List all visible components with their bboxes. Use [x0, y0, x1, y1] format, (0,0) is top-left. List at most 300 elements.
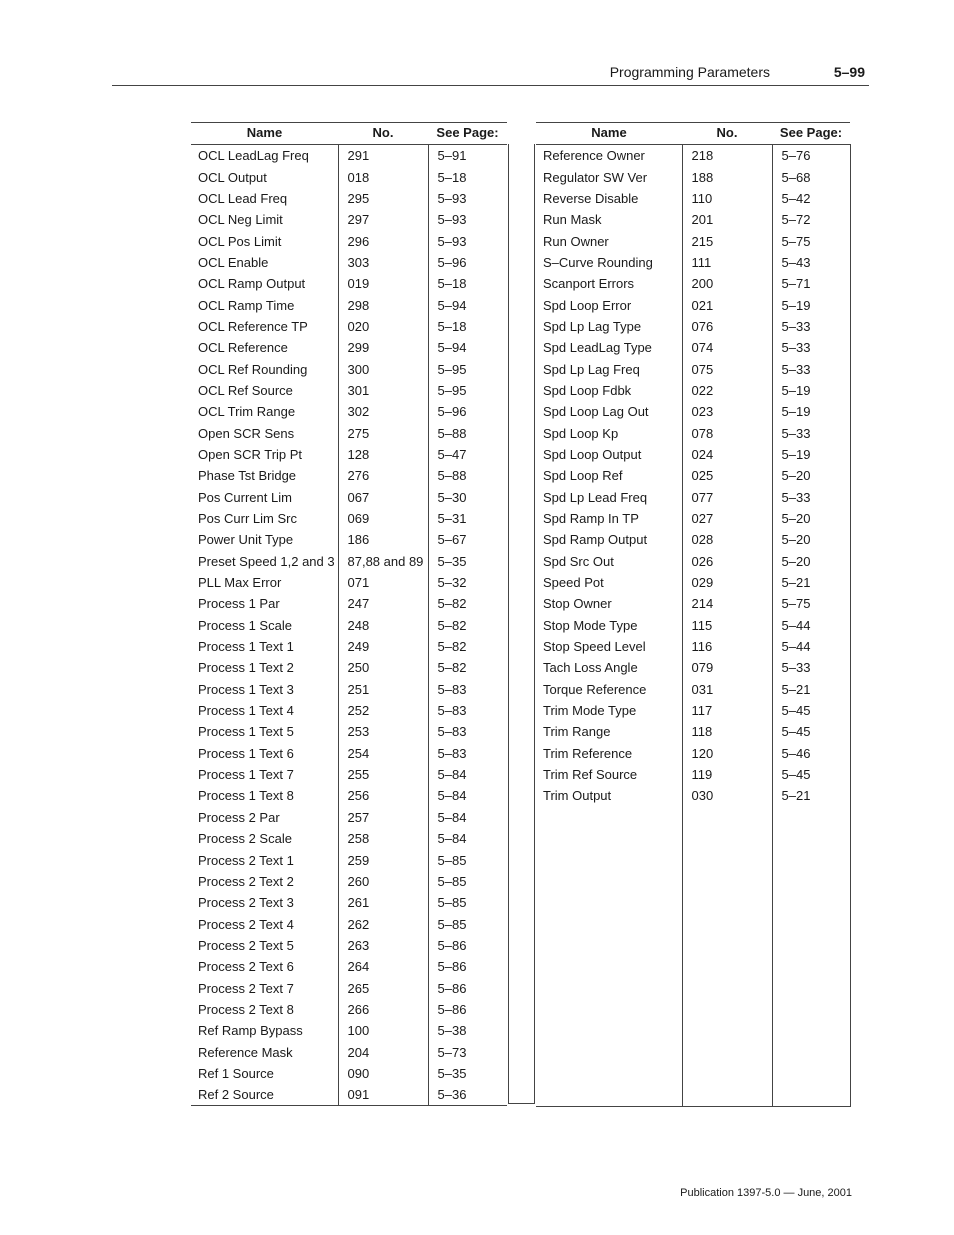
see-page: 5–71 — [772, 273, 850, 294]
parameter-name: Trim Output — [536, 785, 682, 806]
see-page: 5–68 — [772, 166, 850, 187]
see-page: 5–18 — [437, 318, 467, 334]
table-row — [191, 551, 507, 572]
parameter-number: 120 — [682, 743, 772, 764]
parameter-name: Reference Mask — [191, 1041, 338, 1062]
table-row — [536, 444, 850, 465]
table-row — [536, 273, 850, 294]
header-number: No. — [682, 123, 772, 145]
parameter-name: OCL Lead Freq — [191, 188, 338, 209]
see-page: 5–86 — [437, 980, 467, 996]
parameter-number: 075 — [682, 358, 772, 379]
parameter-name: Pos Current Lim — [191, 487, 338, 508]
table-row — [191, 529, 507, 550]
see-page: 5–33 — [772, 358, 850, 379]
parameter-number: 074 — [682, 337, 772, 358]
parameter-name: Process 1 Scale — [191, 615, 338, 636]
parameter-name: OCL LeadLag Freq — [191, 145, 338, 167]
see-page: 5–33 — [772, 422, 850, 443]
table-row — [191, 380, 507, 401]
parameter-number: 201 — [682, 209, 772, 230]
table-row — [536, 636, 850, 657]
parameter-number: 204 — [338, 1041, 428, 1062]
parameter-number: 247 — [338, 593, 428, 614]
parameter-name: Process 1 Par — [191, 593, 338, 614]
parameter-number: 188 — [682, 166, 772, 187]
see-page: 5–32 — [437, 575, 467, 591]
table-row — [536, 700, 850, 721]
parameter-name: OCL Trim Range — [191, 401, 338, 422]
table-row — [536, 487, 850, 508]
see-page: 5–75 — [772, 230, 850, 251]
parameter-number: 276 — [338, 465, 428, 486]
parameter-name: Trim Reference — [536, 743, 682, 764]
parameter-name: Process 1 Text 3 — [191, 679, 338, 700]
see-page: 5–20 — [772, 465, 850, 486]
parameter-number: 262 — [338, 913, 428, 934]
parameter-number: 020 — [338, 316, 428, 337]
see-page: 5–67 — [437, 532, 467, 548]
see-page: 5–21 — [772, 572, 850, 593]
parameter-name: OCL Pos Limit — [191, 230, 338, 251]
header-number: No. — [338, 123, 428, 145]
table-row — [191, 465, 507, 486]
see-page: 5–75 — [772, 593, 850, 614]
parameter-name: Reverse Disable — [536, 188, 682, 209]
parameter-number: 025 — [682, 465, 772, 486]
parameter-number: 110 — [682, 188, 772, 209]
parameter-number: 258 — [338, 828, 428, 849]
table-row — [191, 956, 507, 977]
table-row — [191, 700, 507, 721]
parameter-number: 214 — [682, 593, 772, 614]
table-row — [536, 764, 850, 785]
table-row — [191, 636, 507, 657]
parameter-table-left — [191, 122, 507, 1106]
header-see-page: See Page: — [428, 123, 507, 145]
empty-cell — [682, 807, 772, 1106]
parameter-number: 028 — [682, 529, 772, 550]
see-page: 5–84 — [437, 809, 467, 825]
parameter-number: 078 — [682, 422, 772, 443]
table-row — [191, 849, 507, 870]
table-row — [536, 679, 850, 700]
table-row — [536, 380, 850, 401]
see-page: 5–83 — [437, 681, 467, 697]
see-page: 5–76 — [772, 145, 850, 167]
see-page: 5–36 — [428, 1084, 507, 1106]
parameter-number: 275 — [338, 422, 428, 443]
see-page: 5–33 — [772, 337, 850, 358]
see-page: 5–35 — [437, 1065, 467, 1081]
parameter-number: 069 — [338, 508, 428, 529]
table-row — [191, 1063, 507, 1084]
header-rule — [112, 85, 869, 86]
see-page: 5–93 — [437, 212, 467, 228]
parameter-name: Stop Owner — [536, 593, 682, 614]
parameter-number: 261 — [338, 892, 428, 913]
parameter-name: Process 2 Scale — [191, 828, 338, 849]
parameter-name: Speed Pot — [536, 572, 682, 593]
parameter-name: Tach Loss Angle — [536, 657, 682, 678]
parameter-number: 263 — [338, 935, 428, 956]
table-row — [536, 188, 850, 209]
parameter-number: 300 — [338, 358, 428, 379]
see-page: 5–45 — [772, 764, 850, 785]
parameter-name: Run Owner — [536, 230, 682, 251]
see-page: 5–45 — [772, 721, 850, 742]
parameter-number: 079 — [682, 657, 772, 678]
see-page: 5–35 — [437, 553, 467, 569]
see-page: 5–47 — [437, 446, 467, 462]
see-page: 5–94 — [437, 297, 467, 313]
parameter-name: Spd Loop Output — [536, 444, 682, 465]
see-page: 5–82 — [437, 660, 467, 676]
parameter-number: 301 — [338, 380, 428, 401]
parameter-number: 297 — [338, 209, 428, 230]
parameter-name: Scanport Errors — [536, 273, 682, 294]
table-row — [191, 188, 507, 209]
table-row — [536, 358, 850, 379]
see-page: 5–45 — [772, 700, 850, 721]
table-row — [191, 252, 507, 273]
table-row — [191, 230, 507, 251]
table-row — [191, 935, 507, 956]
column-gutter-right-rule — [534, 144, 535, 1103]
parameter-number: 251 — [338, 679, 428, 700]
see-page: 5–43 — [772, 252, 850, 273]
table-row — [191, 1084, 507, 1106]
parameter-name: Power Unit Type — [191, 529, 338, 550]
table-row — [191, 828, 507, 849]
see-page: 5–21 — [772, 679, 850, 700]
parameter-number: 250 — [338, 657, 428, 678]
parameter-number: 260 — [338, 871, 428, 892]
parameter-name: Spd Lp Lead Freq — [536, 487, 682, 508]
parameter-name: Stop Speed Level — [536, 636, 682, 657]
parameter-number: 252 — [338, 700, 428, 721]
table-row — [191, 977, 507, 998]
header-see-page: See Page: — [772, 123, 850, 145]
parameter-name: PLL Max Error — [191, 572, 338, 593]
table-row — [536, 316, 850, 337]
parameter-name: OCL Ramp Time — [191, 294, 338, 315]
table-row — [536, 743, 850, 764]
see-page: 5–18 — [437, 276, 467, 292]
parameter-number: 298 — [338, 294, 428, 315]
parameter-name: Spd Loop Error — [536, 294, 682, 315]
table-row — [536, 230, 850, 251]
see-page: 5–84 — [437, 831, 467, 847]
parameter-number: 249 — [338, 636, 428, 657]
table-header-row — [191, 123, 507, 145]
see-page: 5–42 — [772, 188, 850, 209]
table-row — [536, 252, 850, 273]
parameter-name: Process 2 Text 3 — [191, 892, 338, 913]
parameter-name: Process 1 Text 5 — [191, 721, 338, 742]
parameter-number: 022 — [682, 380, 772, 401]
parameter-name: Process 2 Text 1 — [191, 849, 338, 870]
see-page: 5–33 — [772, 316, 850, 337]
parameter-number: 266 — [338, 999, 428, 1020]
table-row — [191, 892, 507, 913]
parameter-name: Process 1 Text 1 — [191, 636, 338, 657]
table-row — [191, 721, 507, 742]
table-row — [191, 913, 507, 934]
parameter-name: Pos Curr Lim Src — [191, 508, 338, 529]
parameter-name: Spd Ramp Output — [536, 529, 682, 550]
parameter-number: 218 — [682, 145, 772, 167]
parameter-number: 067 — [338, 487, 428, 508]
see-page: 5–88 — [437, 468, 467, 484]
parameter-name: OCL Output — [191, 166, 338, 187]
parameter-name: Trim Mode Type — [536, 700, 682, 721]
parameter-name: Preset Speed 1,2 and 3 — [191, 551, 338, 572]
table-filler-row — [536, 807, 850, 1106]
parameter-name: OCL Enable — [191, 252, 338, 273]
parameter-name: Process 1 Text 7 — [191, 764, 338, 785]
parameter-name: OCL Ref Rounding — [191, 358, 338, 379]
table-row — [191, 785, 507, 806]
parameter-name: Process 2 Text 8 — [191, 999, 338, 1020]
table-row — [191, 358, 507, 379]
see-page: 5–38 — [437, 1023, 467, 1039]
table-row — [191, 209, 507, 230]
table-row — [536, 529, 850, 550]
see-page: 5–20 — [772, 551, 850, 572]
parameter-name: Spd Loop Lag Out — [536, 401, 682, 422]
table-row — [191, 871, 507, 892]
see-page: 5–19 — [772, 380, 850, 401]
parameter-name: Regulator SW Ver — [536, 166, 682, 187]
parameter-number: 303 — [338, 252, 428, 273]
table-row — [191, 422, 507, 443]
see-page: 5–95 — [437, 382, 467, 398]
header-name: Name — [191, 123, 338, 145]
parameter-number: 024 — [682, 444, 772, 465]
table-row — [191, 807, 507, 828]
parameter-name: Torque Reference — [536, 679, 682, 700]
table-row — [191, 764, 507, 785]
see-page: 5–44 — [772, 636, 850, 657]
parameter-name: Process 2 Text 2 — [191, 871, 338, 892]
table-row — [191, 999, 507, 1020]
parameter-number: 116 — [682, 636, 772, 657]
parameter-name: Process 2 Text 4 — [191, 913, 338, 934]
parameter-name: Spd Lp Lag Freq — [536, 358, 682, 379]
parameter-number: 302 — [338, 401, 428, 422]
parameter-name: Spd Loop Ref — [536, 465, 682, 486]
parameter-name: Process 2 Text 6 — [191, 956, 338, 977]
see-page: 5–91 — [437, 148, 467, 164]
parameter-name: Ref 1 Source — [191, 1063, 338, 1084]
see-page: 5–85 — [437, 895, 467, 911]
see-page: 5–86 — [437, 937, 467, 953]
table-row — [536, 294, 850, 315]
parameter-name: OCL Ref Source — [191, 380, 338, 401]
see-page: 5–83 — [437, 745, 467, 761]
see-page: 5–94 — [437, 340, 467, 356]
parameter-name: OCL Reference — [191, 337, 338, 358]
parameter-name: Spd Src Out — [536, 551, 682, 572]
parameter-number: 119 — [682, 764, 772, 785]
table-row — [536, 145, 850, 167]
see-page: 5–30 — [437, 489, 467, 505]
parameter-number: 091 — [338, 1084, 428, 1106]
table-row — [191, 615, 507, 636]
parameter-number: 264 — [338, 956, 428, 977]
parameter-number: 026 — [682, 551, 772, 572]
table-row — [536, 721, 850, 742]
parameter-name: Process 2 Par — [191, 807, 338, 828]
parameter-name: Process 1 Text 6 — [191, 743, 338, 764]
parameter-name: OCL Reference TP — [191, 316, 338, 337]
parameter-name: Stop Mode Type — [536, 615, 682, 636]
column-gutter-left-rule — [508, 144, 509, 1103]
table-row — [536, 337, 850, 358]
parameter-number: 111 — [682, 252, 772, 273]
see-page: 5–83 — [437, 724, 467, 740]
see-page: 5–82 — [437, 617, 467, 633]
table-row — [536, 465, 850, 486]
parameter-number: 030 — [682, 785, 772, 806]
table-row — [536, 551, 850, 572]
parameter-number: 027 — [682, 508, 772, 529]
parameter-name: Ref 2 Source — [191, 1084, 338, 1106]
table-row — [191, 166, 507, 187]
parameter-name: Spd Ramp In TP — [536, 508, 682, 529]
table-row — [536, 593, 850, 614]
see-page: 5–95 — [437, 361, 467, 377]
see-page: 5–33 — [772, 487, 850, 508]
table-row — [536, 572, 850, 593]
table-row — [191, 487, 507, 508]
table-header-row — [536, 123, 850, 145]
see-page: 5–19 — [772, 294, 850, 315]
parameter-name: Open SCR Trip Pt — [191, 444, 338, 465]
parameter-number: 031 — [682, 679, 772, 700]
see-page: 5–46 — [772, 743, 850, 764]
see-page: 5–72 — [772, 209, 850, 230]
table-row — [536, 508, 850, 529]
table-row — [191, 444, 507, 465]
table-row — [191, 1041, 507, 1062]
parameter-number: 100 — [338, 1020, 428, 1041]
see-page: 5–19 — [772, 444, 850, 465]
table-row — [191, 1020, 507, 1041]
parameter-number: 077 — [682, 487, 772, 508]
parameter-number: 248 — [338, 615, 428, 636]
see-page: 5–19 — [772, 401, 850, 422]
parameter-name: Reference Owner — [536, 145, 682, 167]
column-gutter-bottom-rule — [508, 1103, 535, 1104]
parameter-number: 186 — [338, 529, 428, 550]
parameter-number: 200 — [682, 273, 772, 294]
parameter-number: 128 — [338, 444, 428, 465]
see-page: 5–44 — [772, 615, 850, 636]
parameter-number: 215 — [682, 230, 772, 251]
see-page: 5–33 — [772, 657, 850, 678]
table-row — [191, 337, 507, 358]
see-page: 5–84 — [437, 767, 467, 783]
table-row — [536, 166, 850, 187]
parameter-number: 021 — [682, 294, 772, 315]
header-name: Name — [536, 123, 682, 145]
parameter-number: 291 — [338, 145, 428, 167]
see-page: 5–20 — [772, 508, 850, 529]
see-page: 5–88 — [437, 425, 467, 441]
parameter-name: Process 2 Text 7 — [191, 977, 338, 998]
table-row — [536, 401, 850, 422]
see-page: 5–96 — [437, 404, 467, 420]
parameter-name: Spd Loop Fdbk — [536, 380, 682, 401]
parameter-name: Open SCR Sens — [191, 422, 338, 443]
see-page: 5–18 — [437, 169, 467, 185]
parameter-name: Phase Tst Bridge — [191, 465, 338, 486]
parameter-number: 296 — [338, 230, 428, 251]
parameter-number: 115 — [682, 615, 772, 636]
parameter-name: Trim Range — [536, 721, 682, 742]
table-row — [191, 273, 507, 294]
table-row — [191, 316, 507, 337]
see-page: 5–73 — [437, 1044, 467, 1060]
see-page: 5–21 — [772, 785, 850, 806]
parameter-number: 259 — [338, 849, 428, 870]
see-page: 5–93 — [437, 233, 467, 249]
parameter-number: 295 — [338, 188, 428, 209]
parameter-number: 071 — [338, 572, 428, 593]
parameter-number: 256 — [338, 785, 428, 806]
see-page: 5–85 — [437, 916, 467, 932]
parameter-number: 118 — [682, 721, 772, 742]
parameter-name: S–Curve Rounding — [536, 252, 682, 273]
table-row — [536, 422, 850, 443]
parameter-number: 023 — [682, 401, 772, 422]
parameter-number: 029 — [682, 572, 772, 593]
parameter-number: 299 — [338, 337, 428, 358]
table-row — [191, 145, 507, 167]
see-page: 5–86 — [437, 959, 467, 975]
table-row — [191, 572, 507, 593]
empty-cell — [536, 807, 682, 1106]
see-page: 5–83 — [437, 703, 467, 719]
parameter-number: 87,88 and 89 — [338, 551, 428, 572]
see-page: 5–31 — [437, 511, 467, 527]
parameter-name: Ref Ramp Bypass — [191, 1020, 338, 1041]
parameter-name: Spd Loop Kp — [536, 422, 682, 443]
see-page: 5–96 — [437, 254, 467, 270]
parameter-name: OCL Neg Limit — [191, 209, 338, 230]
see-page: 5–84 — [437, 788, 467, 804]
table-row — [191, 593, 507, 614]
table-row — [191, 508, 507, 529]
publication-footer: Publication 1397-5.0 — June, 2001 — [680, 1187, 852, 1199]
page-number: 5–99 — [833, 64, 865, 80]
see-page: 5–82 — [437, 596, 467, 612]
parameter-name: OCL Ramp Output — [191, 273, 338, 294]
parameter-number: 117 — [682, 700, 772, 721]
table-row — [191, 743, 507, 764]
parameter-name: Run Mask — [536, 209, 682, 230]
see-page: 5–93 — [437, 190, 467, 206]
table-row — [191, 679, 507, 700]
parameter-number: 019 — [338, 273, 428, 294]
see-page: 5–85 — [437, 873, 467, 889]
table-row — [191, 294, 507, 315]
parameter-name: Process 2 Text 5 — [191, 935, 338, 956]
parameter-number: 018 — [338, 166, 428, 187]
parameter-number: 254 — [338, 743, 428, 764]
